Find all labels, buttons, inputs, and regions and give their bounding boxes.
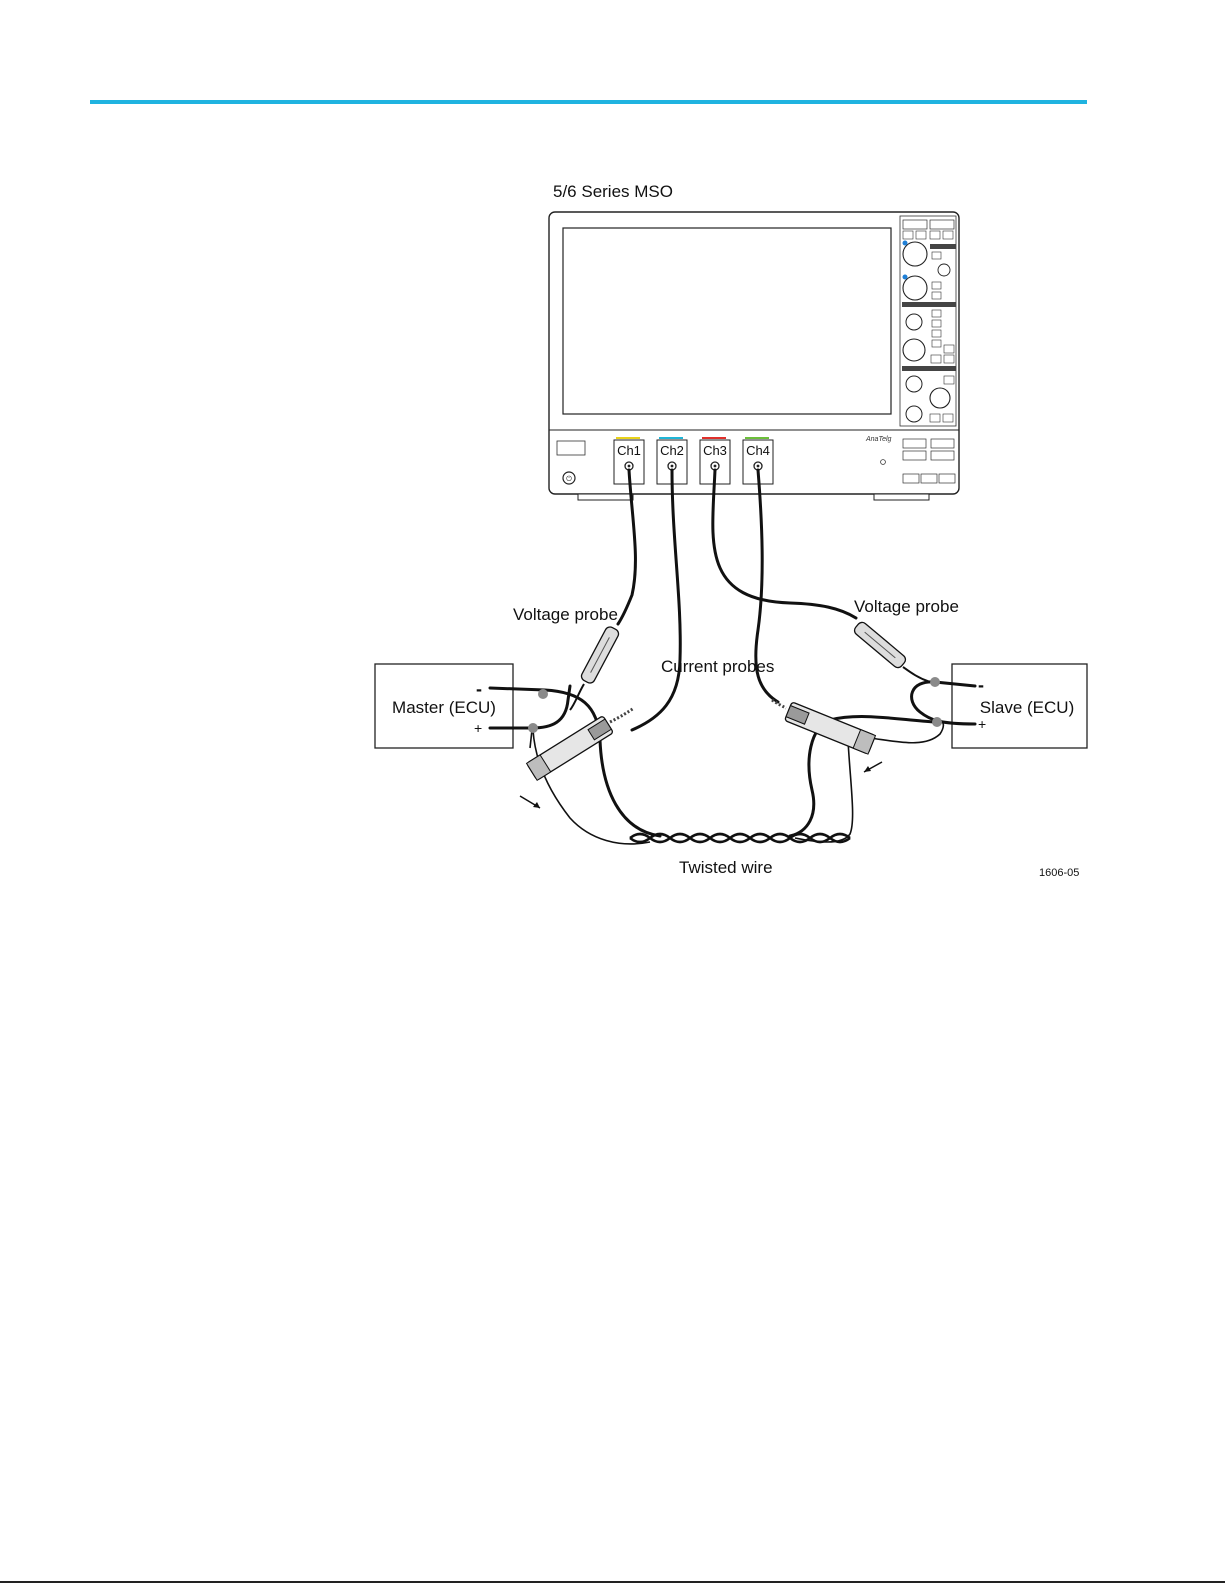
footer-rule <box>0 1581 1225 1583</box>
master-ecu <box>375 664 513 748</box>
front-panel-controls <box>900 216 956 426</box>
voltage-probe-right <box>853 620 930 682</box>
voltage-probe-left <box>570 625 620 710</box>
voltage-probe-right-label: Voltage probe <box>854 597 959 616</box>
power-icon: ⏻ <box>566 476 572 483</box>
slave-plus-contact <box>932 717 942 727</box>
voltage-probe-left-label: Voltage probe <box>513 605 618 624</box>
master-ecu-label: Master (ECU) <box>392 698 496 717</box>
probe-cables <box>618 470 856 730</box>
current-probe-left <box>520 708 634 808</box>
channel-1-label: Ch1 <box>617 443 641 458</box>
channel-2-label: Ch2 <box>660 443 684 458</box>
slave-plus-sign: + <box>978 716 987 732</box>
channel-4-label: Ch4 <box>746 443 770 458</box>
scope-display <box>563 228 891 414</box>
oscilloscope <box>549 212 959 500</box>
scope-brand: AnaTelg <box>866 436 892 443</box>
slave-ecu <box>952 664 1087 748</box>
instrument-title: 5/6 Series MSO <box>553 182 673 201</box>
slave-minus-sign: - <box>978 675 984 695</box>
slave-ecu-label: Slave (ECU) <box>979 698 1075 717</box>
channel-3-label: Ch3 <box>703 443 727 458</box>
slave-minus-contact <box>930 677 940 687</box>
twisted-wire-label: Twisted wire <box>679 858 773 877</box>
current-probe-right <box>772 700 882 772</box>
twisted-wire <box>630 834 850 842</box>
multipurpose-knob-a[interactable] <box>903 242 927 266</box>
master-plus-contact <box>528 723 538 733</box>
figure-id: 1606-05 <box>1039 867 1080 879</box>
master-plus-sign: + <box>474 720 483 736</box>
current-probes-label: Current probes <box>661 657 775 676</box>
master-minus-sign: - <box>476 679 482 699</box>
ch2-cable <box>632 470 680 730</box>
multipurpose-knob-b[interactable] <box>903 276 927 300</box>
master-minus-contact <box>538 689 548 699</box>
